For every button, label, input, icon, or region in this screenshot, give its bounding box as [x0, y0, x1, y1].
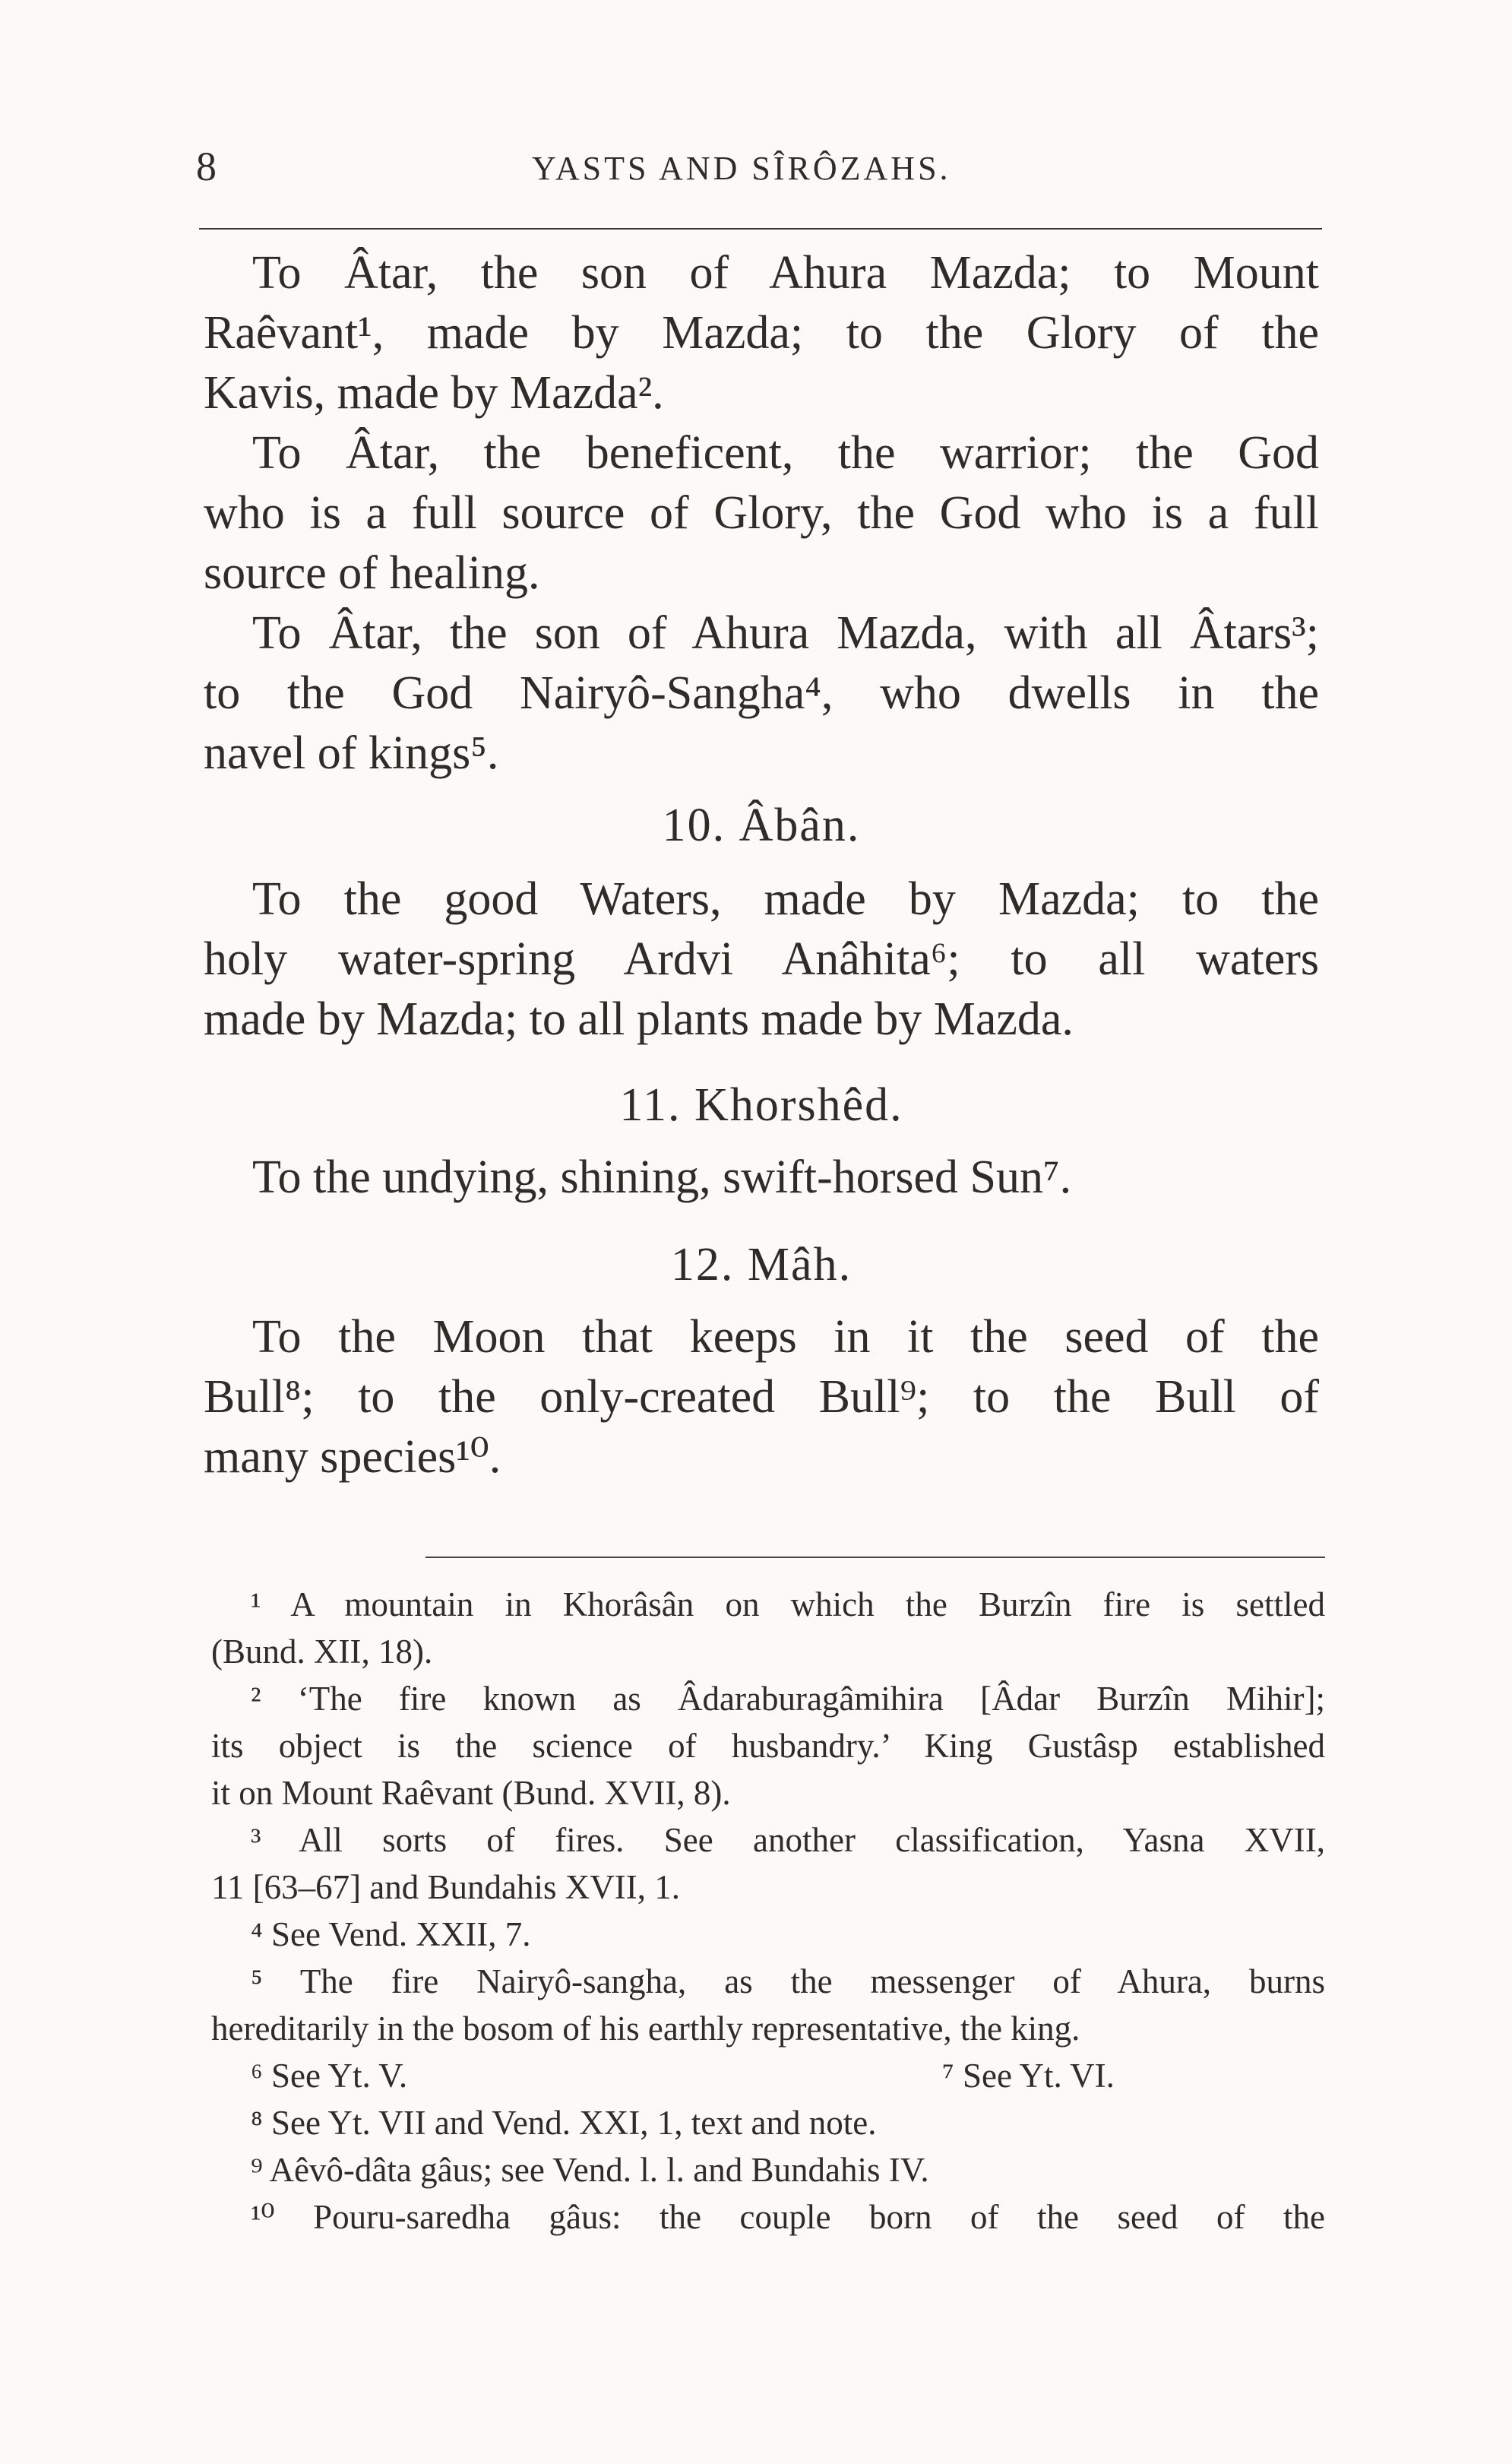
footnote-line: its object is the science of husbandry.’ King Gustâsp established	[211, 1727, 1325, 1765]
section-heading: 10. Âbân.	[662, 800, 861, 851]
text-line: Raêvant¹, made by Mazda; to the Glory of the	[204, 307, 1319, 359]
text-line: To the Moon that keeps in it the seed of the	[252, 1311, 1319, 1363]
footnote-line: ³ All sorts of fires. See another classification, Yasna XVII,	[251, 1821, 1325, 1859]
text-line: Kavis, made by Mazda².	[204, 367, 664, 419]
text-line: holy water-spring Ardvi Anâhita⁶; to all waters	[204, 933, 1319, 985]
text-line: source of healing.	[204, 547, 540, 599]
footnote-line: ² ‘The fire known as Âdaraburagâmihira [Âdar Burzîn Mihir];	[251, 1680, 1325, 1718]
footnote-row	[211, 2052, 1325, 2099]
text-line: Bull⁸; to the only-created Bull⁹; to the Bull of	[204, 1371, 1319, 1423]
footnote-line: ¹ A mountain in Khorâsân on which the Burzîn fire is settled	[251, 1585, 1325, 1623]
text-line: To Âtar, the son of Ahura Mazda, with all Âtars³;	[252, 607, 1319, 659]
footnote-line: it on Mount Raêvant (Bund. XVII, 8).	[211, 1774, 731, 1812]
footnotes	[211, 1581, 1325, 2241]
text-line: who is a full source of Glory, the God who is a full	[204, 487, 1319, 539]
text-line: To Âtar, the beneficent, the warrior; the God	[252, 427, 1319, 479]
text-line: made by Mazda; to all plants made by Mazda.	[204, 993, 1074, 1045]
page-number: 8	[196, 144, 217, 189]
footnote-line: ⁹ Aêvô-dâta gâus; see Vend. l. l. and Bundahis IV.	[251, 2151, 929, 2189]
header-rule	[199, 228, 1322, 230]
text-line: navel of kings⁵.	[204, 727, 499, 779]
text-line: To the undying, shining, swift-horsed Sun⁷.	[252, 1151, 1072, 1203]
footnote-line: 11 [63–67] and Bundahis XVII, 1.	[211, 1868, 680, 1906]
section-heading: 12. Mâh.	[670, 1239, 852, 1291]
text-line: to the God Nairyô-Sangha⁴, who dwells in the	[204, 667, 1319, 719]
main-text	[204, 243, 1319, 1487]
footnote-rule	[425, 1557, 1325, 1558]
text-line: To Âtar, the son of Ahura Mazda; to Mount	[252, 247, 1319, 299]
footnote-line: ⁵ The fire Nairyô-sangha, as the messenger of Ahura, burns	[251, 1962, 1325, 2000]
footnote-line: ¹⁰ Pouru-saredha gâus: the couple born of the seed of the	[251, 2198, 1325, 2236]
running-title: YASTS AND SÎRÔZAHS.	[532, 150, 951, 187]
text-line: To the good Waters, made by Mazda; to the	[252, 873, 1319, 925]
text-line: many species¹⁰.	[204, 1431, 501, 1483]
footnote-line: (Bund. XII, 18).	[211, 1633, 433, 1671]
section-heading: 11. Khorshêd.	[619, 1079, 903, 1131]
footnote-line: ⁷ See Yt. VI.	[942, 2057, 1115, 2095]
footnote-line: hereditarily in the bosom of his earthly representative, the king.	[211, 2010, 1080, 2048]
footnote-line: ⁴ See Vend. XXII, 7.	[251, 1915, 531, 1953]
footnote-line: ⁸ See Yt. VII and Vend. XXI, 1, text and note.	[251, 2104, 877, 2142]
footnote-line: ⁶ See Yt. V.	[251, 2057, 408, 2095]
